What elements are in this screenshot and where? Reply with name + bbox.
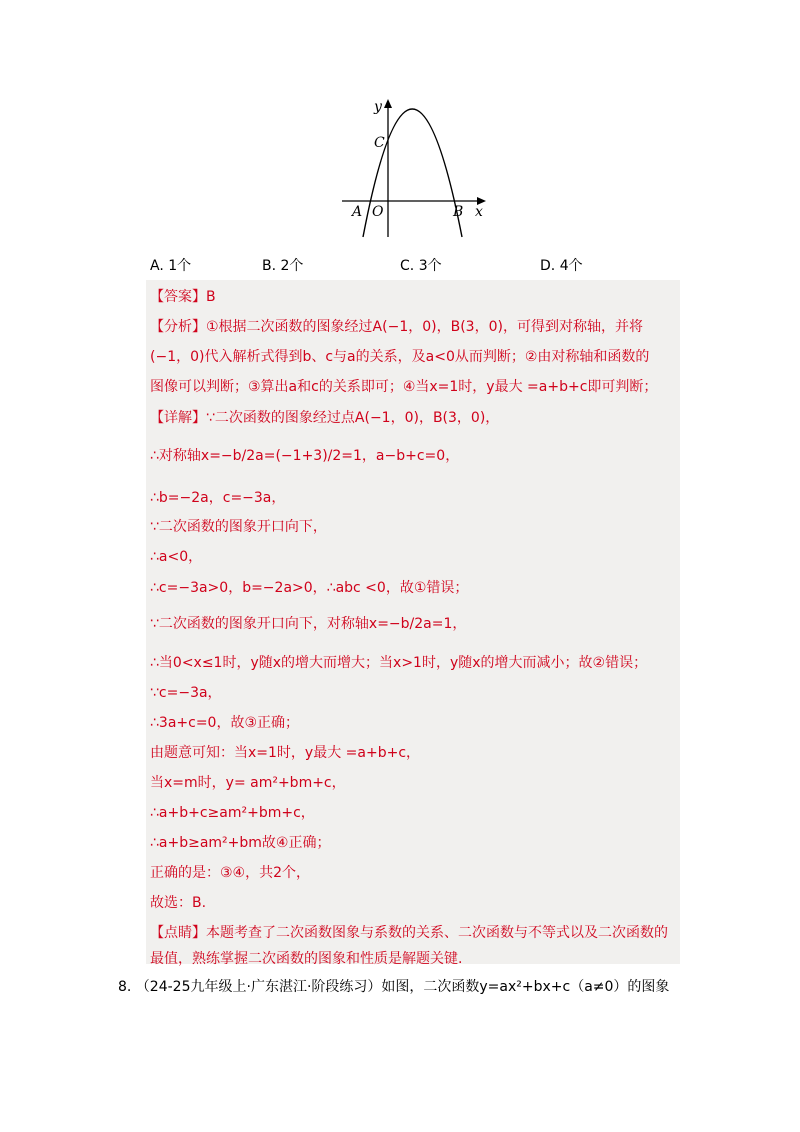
option-text: 4个 bbox=[559, 258, 583, 274]
detail-line-10: ∴3a+c=0，故③正确； bbox=[150, 715, 300, 731]
detail-line-9: ∵c=−3a， bbox=[150, 685, 222, 701]
analysis-line-1: 【分析】①根据二次函数的图象经过A(−1，0)，B(3，0)，可得到对称轴，并将 bbox=[150, 319, 643, 335]
answer-line: 【答案】B bbox=[150, 289, 216, 305]
option-a bbox=[150, 255, 191, 275]
detail-line-13: ∴a+b+c≥am²+bm+c， bbox=[150, 805, 315, 821]
detail-line-8: ∴当0<x≤1时，y随x的增大而增大；当x>1时，y随x的增大而减小；故②错误； bbox=[150, 655, 648, 671]
option-b bbox=[262, 255, 303, 275]
parabola-figure bbox=[336, 95, 496, 245]
detail-line-7: ∵二次函数的图象开口向下，对称轴x=−b/2a=1， bbox=[150, 616, 467, 632]
parabola-graph bbox=[336, 95, 496, 245]
option-c bbox=[400, 255, 442, 275]
detail-line-1: 【详解】∵二次函数的图象经过点A(−1，0)，B(3，0)， bbox=[150, 410, 500, 426]
y-axis-arrow bbox=[384, 99, 392, 108]
option-d bbox=[540, 255, 583, 275]
question-8: 8. （24-25九年级上·广东湛江·阶段练习）如图，二次函数y=ax²+bx+c（a≠0）的图象 bbox=[118, 979, 670, 995]
detail-line-6: ∴c=−3a>0，b=−2a>0，∴abc <0，故①错误； bbox=[150, 580, 469, 596]
analysis-line-2: (−1，0)代入解析式得到b、c与a的关系，及a<0从而判断；②由对称轴和函数的 bbox=[150, 349, 650, 365]
solution-panel bbox=[146, 280, 680, 967]
comment-line-1: 【点睛】本题考查了二次函数图象与系数的关系、二次函数与不等式以及二次函数的 bbox=[150, 925, 668, 941]
detail-line-11: 由题意可知：当x=1时，y最大 =a+b+c， bbox=[150, 745, 421, 761]
point-a-label: A bbox=[352, 204, 363, 220]
detail-line-5: ∴a<0， bbox=[150, 549, 203, 565]
option-letter: A. bbox=[150, 258, 164, 274]
detail-line-4: ∵二次函数的图象开口向下， bbox=[150, 519, 327, 535]
detail-line-14: ∴a+b≥am²+bm故④正确； bbox=[150, 835, 331, 851]
option-letter: B. bbox=[262, 258, 277, 274]
option-letter: C. bbox=[400, 258, 415, 274]
answer-options bbox=[150, 255, 650, 275]
detail-line-2: ∴对称轴x=−b/2a=(−1+3)/2=1，a−b+c=0， bbox=[150, 448, 460, 464]
detail-line-15: 正确的是：③④，共2个， bbox=[150, 865, 311, 881]
detail-line-16: 故选：B. bbox=[150, 895, 207, 911]
point-c-label: C bbox=[374, 135, 385, 151]
detail-line-12: 当x=m时，y= am²+bm+c， bbox=[150, 775, 346, 791]
option-text: 2个 bbox=[280, 258, 304, 274]
detail-line-3: ∴b=−2a，c=−3a， bbox=[150, 490, 286, 506]
origin-label: O bbox=[372, 204, 384, 220]
point-b-label: B bbox=[453, 204, 464, 220]
y-axis-label: y bbox=[374, 99, 382, 115]
option-letter: D. bbox=[540, 258, 556, 274]
analysis-line-3: 图像可以判断；③算出a和c的关系即可；④当x=1时，y最大 =a+b+c即可判断； bbox=[150, 379, 658, 395]
comment-line-2: 最值，熟练掌握二次函数的图象和性质是解题关键. bbox=[150, 951, 463, 967]
option-text: 1个 bbox=[168, 258, 192, 274]
option-text: 3个 bbox=[418, 258, 442, 274]
x-axis-label: x bbox=[475, 204, 483, 220]
